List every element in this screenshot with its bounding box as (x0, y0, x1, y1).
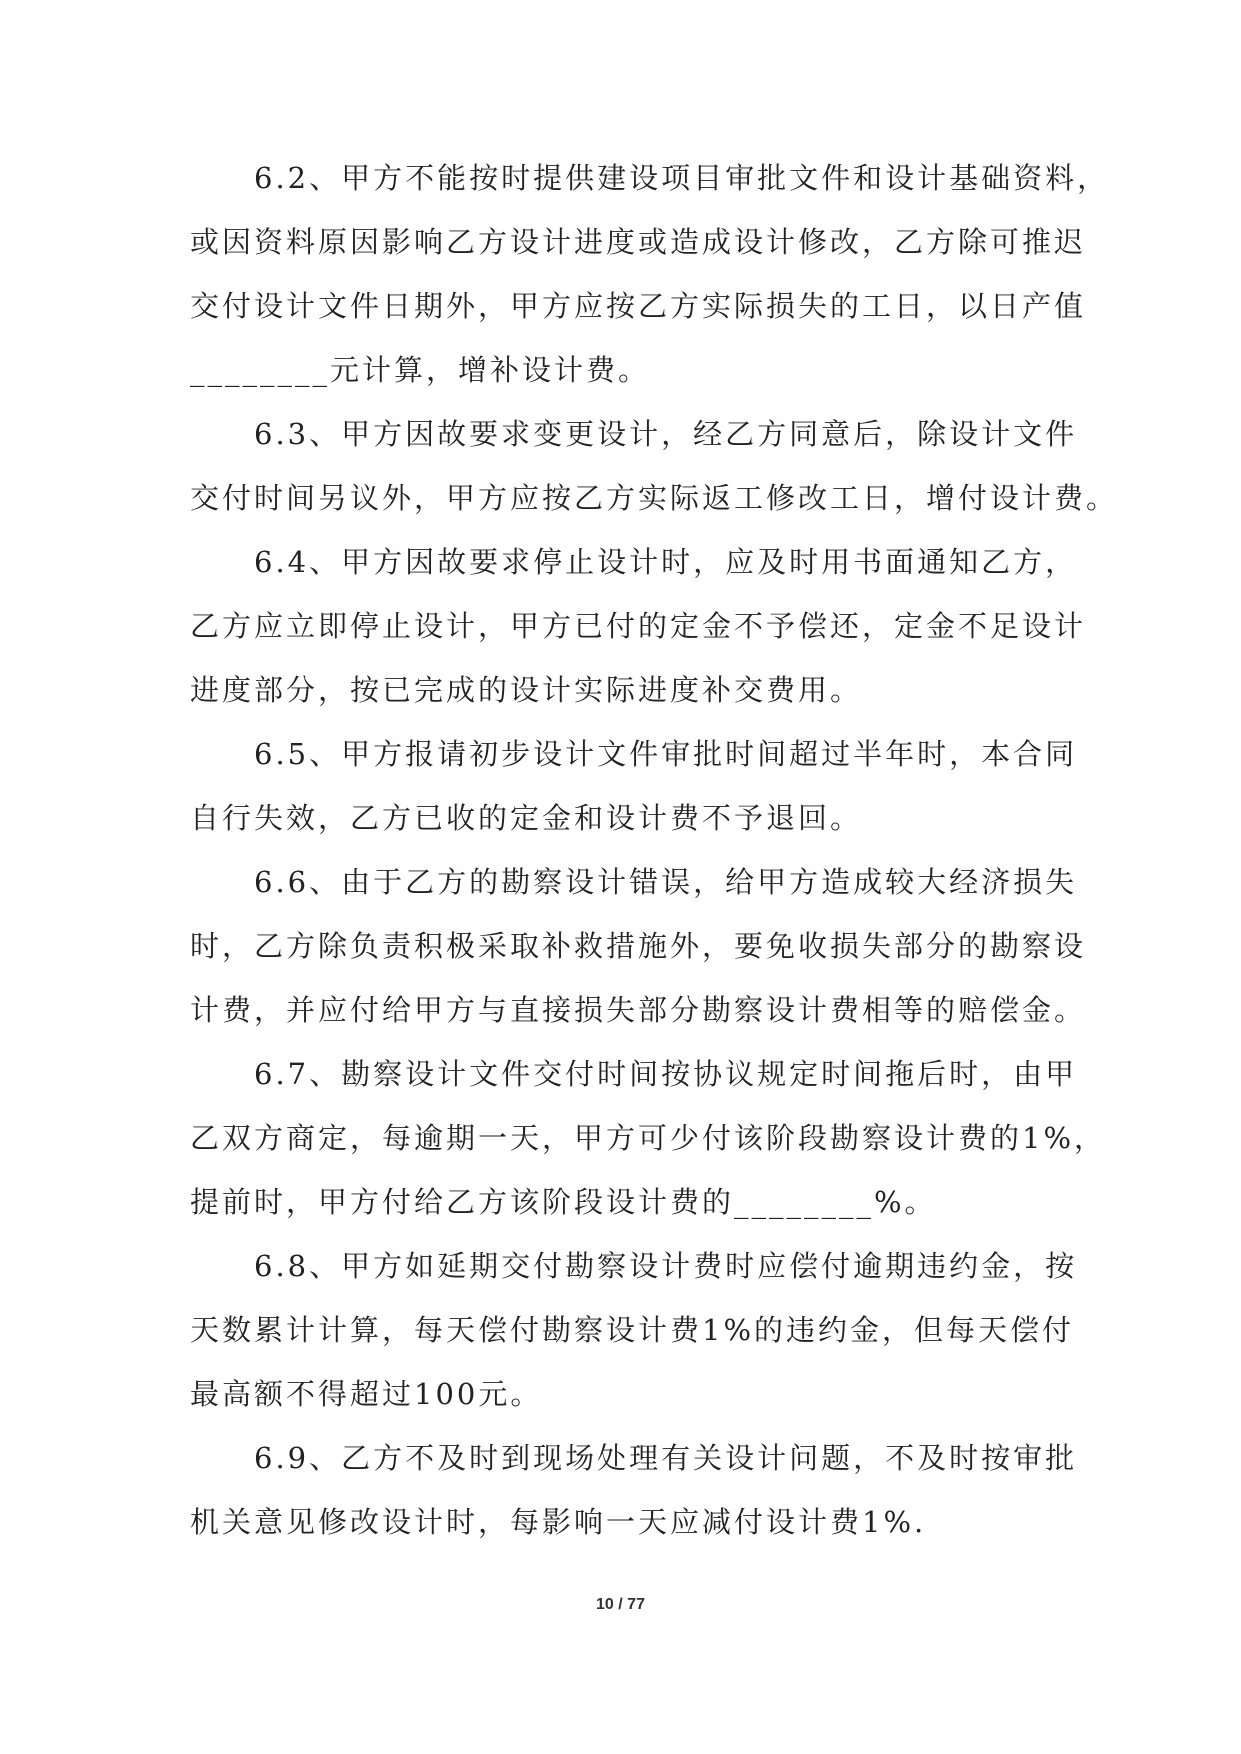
document-body (190, 158, 1119, 1566)
text-line: 6.7、勘察设计文件交付时间按协议规定时间拖后时，由甲 (190, 1057, 1078, 1091)
text-line: 或因资料原因影响乙方设计进度或造成设计修改，乙方除可推迟 (190, 225, 1087, 259)
text-line: 6.5、甲方报请初步设计文件审批时间超过半年时，本合同 (190, 737, 1078, 771)
clause-6-6 (190, 862, 1087, 1054)
page-number: 10 / 77 (596, 1596, 645, 1613)
clause-6-9 (190, 1438, 1078, 1566)
clause-6-7 (190, 1054, 1107, 1246)
text-line: 乙双方商定，每逾期一天，甲方可少付该阶段勘察设计费的1%， (190, 1121, 1107, 1155)
text-line: 6.8、甲方如延期交付勘察设计费时应偿付逾期违约金，按 (190, 1249, 1078, 1283)
text-line: 最高额不得超过100元。 (190, 1377, 543, 1411)
text-line: 6.9、乙方不及时到现场处理有关设计问题，不及时按审批 (190, 1441, 1078, 1475)
text-line: 进度部分，按已完成的设计实际进度补交费用。 (190, 673, 863, 707)
text-line: 6.4、甲方因故要求停止设计时，应及时用书面通知乙方， (190, 545, 1078, 579)
text-line: 乙方应立即停止设计，甲方已付的定金不予偿还，定金不足设计 (190, 609, 1087, 643)
text-line: 6.6、由于乙方的勘察设计错误，给甲方造成较大经济损失 (190, 865, 1078, 899)
clause-6-2 (190, 158, 1110, 414)
clause-6-4 (190, 542, 1087, 734)
text-line: 时，乙方除负责积极采取补救措施外，要免收损失部分的勘察设 (190, 929, 1087, 963)
text-line: 天数累计计算，每天偿付勘察设计费1%的违约金，但每天偿付 (190, 1313, 1075, 1347)
text-line: 交付时间另议外，甲方应按乙方实际返工修改工日，增付设计费。 (190, 481, 1119, 515)
clause-6-8 (190, 1246, 1078, 1438)
text-line: 计费，并应付给甲方与直接损失部分勘察设计费相等的赔偿金。 (190, 993, 1087, 1027)
text-line: 交付设计文件日期外，甲方应按乙方实际损失的工日，以日产值 (190, 289, 1087, 323)
text-line: ________元计算，增补设计费。 (190, 353, 651, 387)
text-line: 6.3、甲方因故要求变更设计，经乙方同意后，除设计文件 (190, 417, 1078, 451)
clause-6-5 (190, 734, 1078, 862)
text-line: 机关意见修改设计时，每影响一天应减付设计费1%. (190, 1505, 927, 1539)
text-line: 提前时，甲方付给乙方该阶段设计费的________%。 (190, 1185, 937, 1219)
text-line: 6.2、甲方不能按时提供建设项目审批文件和设计基础资料， (190, 161, 1110, 195)
clause-6-3 (190, 414, 1119, 542)
text-line: 自行失效，乙方已收的定金和设计费不予退回。 (190, 801, 863, 835)
